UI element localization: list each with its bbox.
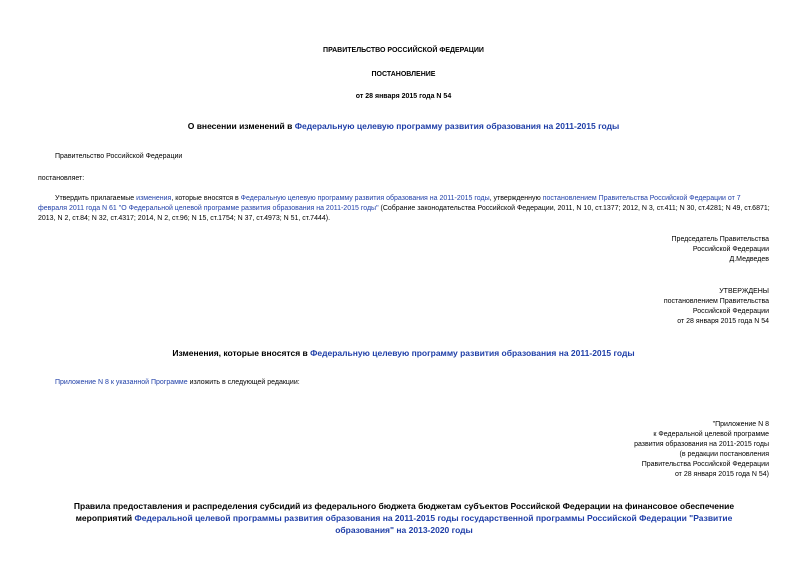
rules-title-part-1: Правила предоставления и распределения субсидий из федерального бюджета бюджетам субъектов Российской Федерации на финансовое обеспечение мероприятий	[73, 501, 735, 523]
appendix-line-6: от 28 января 2015 года N 54)	[674, 471, 769, 478]
changes-title-prefix: Изменения, которые вносятся в	[172, 348, 311, 358]
approved-line-4: от 28 января 2015 года N 54	[677, 318, 769, 325]
signature-block	[672, 235, 769, 265]
appendix-line-3: развития образования на 2011-2015 годы	[634, 441, 769, 448]
signature-line-1: Председатель Правительства	[671, 236, 769, 243]
appendix-instruction-text: изложить в следующей редакции:	[187, 379, 300, 386]
doc-title	[0, 120, 807, 132]
appendix-instruction	[55, 378, 300, 388]
p1-text-d: (Собрание законодательства Российской Федерации, 2011, N 10, ст.1377; 2012, N 3, ст.411; N 30, ст.4281; N 49, ст.6871; 2013, N 2, ст.84; N 32, ст.4317; 2014, N 2, ст.96; N 15, ст.1754; N 37, ст.4973; N 51, ст.7444).	[38, 205, 770, 222]
appendix-block	[634, 420, 769, 480]
signature-line-3: Д.Медведев	[729, 256, 769, 263]
government-heading: ПРАВИТЕЛЬСТВО РОССИЙСКОЙ ФЕДЕРАЦИИ	[323, 47, 484, 54]
doc-title-prefix: О внесении изменений в	[187, 121, 295, 131]
resolution-link[interactable]: постановлением Правительства Российской Федерации от 7 февраля 2011 года N 61 "О Федеральной целевой программе развития образования на 2011-2015 годы"	[38, 195, 741, 212]
p1-text-b: , которые вносятся в	[171, 195, 241, 202]
government-line: Правительство Российской Федерации	[55, 153, 183, 160]
doc-type-heading: ПОСТАНОВЛЕНИЕ	[371, 71, 436, 78]
appendix-8-link[interactable]: Приложение N 8 к указанной Программе	[55, 379, 188, 386]
p1-text-a: Утвердить прилагаемые	[55, 195, 137, 202]
doc-date-number: от 28 января 2015 года N 54	[355, 93, 452, 100]
appendix-line-5: Правительства Российской Федерации	[641, 461, 769, 468]
fcp-link[interactable]: Федеральной целевой программы развития образования на 2011-2015 годы	[134, 513, 459, 523]
appendix-line-2: к Федеральной целевой программе	[653, 431, 769, 438]
appendix-line-1: "Приложение N 8	[712, 421, 769, 428]
decrees-word: постановляет:	[38, 175, 85, 182]
changes-title	[0, 347, 807, 359]
program-link[interactable]: Федеральную целевую программу развития образования на 2011-2015 годы	[294, 121, 620, 131]
approved-line-3: Российской Федерации	[692, 308, 769, 315]
changes-link[interactable]: изменения	[136, 195, 172, 202]
rules-title	[48, 500, 760, 536]
state-program-link[interactable]: государственной программы Российской Федерации "Развитие образования" на 2013-2020 годы	[335, 513, 733, 535]
signature-line-2: Российской Федерации	[692, 246, 769, 253]
approved-line-2: постановлением Правительства	[663, 298, 769, 305]
appendix-line-4: (в редакции постановления	[679, 451, 769, 458]
main-paragraph	[38, 194, 770, 224]
approved-line-1: УТВЕРЖДЕНЫ	[719, 288, 769, 295]
program-link-2[interactable]: Федеральную целевую программу развития образования на 2011-2015 годы	[240, 195, 490, 202]
approved-block	[664, 287, 769, 327]
p1-text-c: , утвержденную	[489, 195, 543, 202]
program-link-3[interactable]: Федеральную целевую программу развития образования на 2011-2015 годы	[310, 348, 635, 358]
